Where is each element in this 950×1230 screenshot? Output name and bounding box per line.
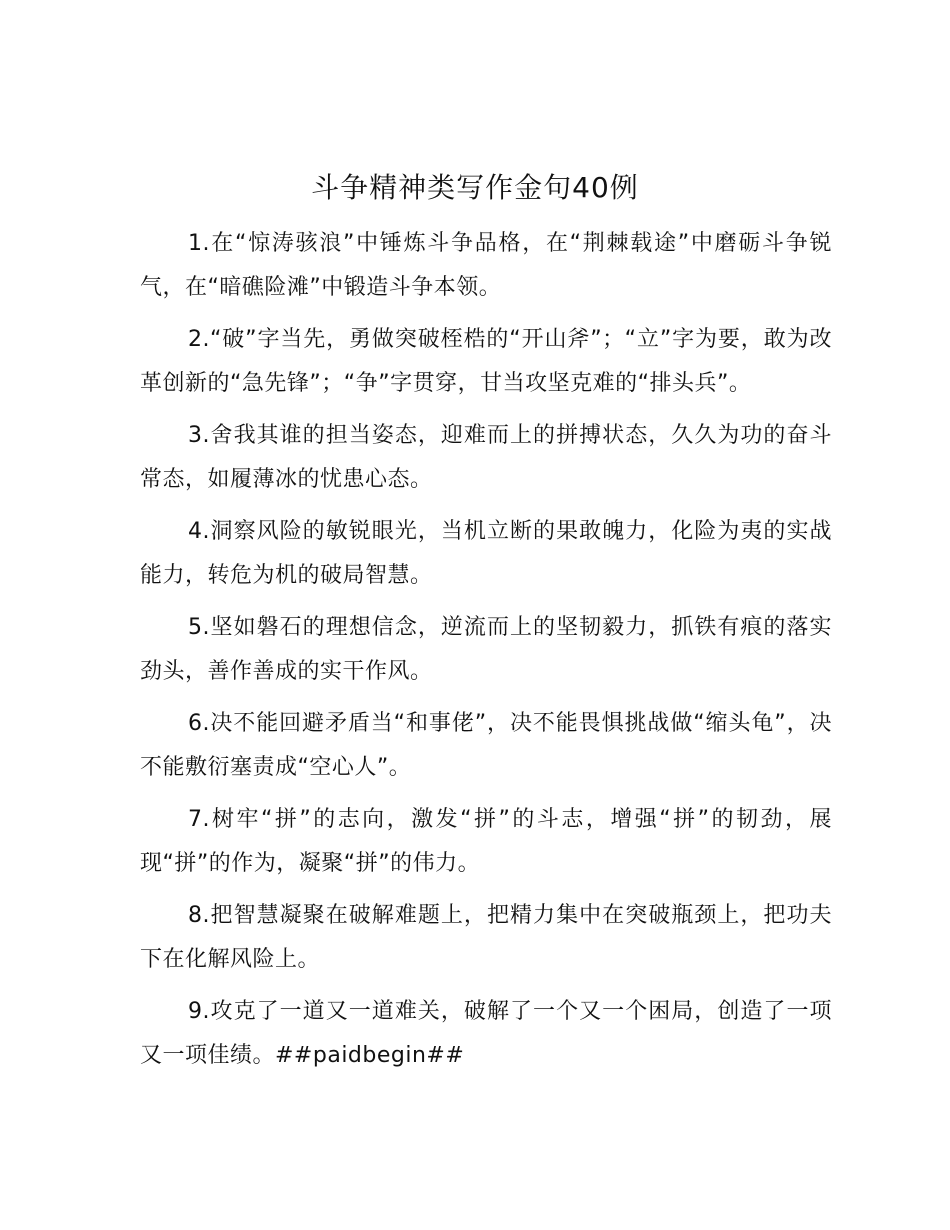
document-body: [140, 222, 832, 1086]
paragraph-6: 6.决不能回避矛盾当“和事佬”，决不能畏惧挑战做“缩头龟”，决不能敷衍塞责成“空心人”。: [140, 711, 832, 780]
paragraph-9: 9.攻克了一道又一道难关，破解了一个又一个困局，创造了一项又一项佳绩。##paidbegin##: [140, 999, 832, 1068]
paragraph-1: 1.在“惊涛骇浪”中锤炼斗争品格，在“荆棘载途”中磨砺斗争锐气，在“暗礁险滩”中锻造斗争本领。: [140, 231, 832, 300]
paragraph-8: 8.把智慧凝聚在破解难题上，把精力集中在突破瓶颈上，把功夫下在化解风险上。: [140, 903, 832, 972]
paragraph-7: 7.树牢“拼”的志向，激发“拼”的斗志，增强“拼”的韧劲，展现“拼”的作为，凝聚“拼”的伟力。: [140, 807, 832, 876]
paragraph-5: 5.坚如磐石的理想信念，逆流而上的坚韧毅力，抓铁有痕的落实劲头，善作善成的实干作风。: [140, 615, 832, 684]
paragraph-4: 4.洞察风险的敏锐眼光，当机立断的果敢魄力，化险为夷的实战能力，转危为机的破局智慧。: [140, 519, 832, 588]
paragraph-2: 2.“破”字当先，勇做突破桎梏的“开山斧”；“立”字为要，敢为改革创新的“急先锋”；“争”字贯穿，甘当攻坚克难的“排头兵”。: [140, 327, 832, 396]
document-title: 斗争精神类写作金句40例: [311, 171, 639, 204]
paragraph-3: 3.舍我其谁的担当姿态，迎难而上的拼搏状态，久久为功的奋斗常态，如履薄冰的忧患心态。: [140, 423, 832, 492]
